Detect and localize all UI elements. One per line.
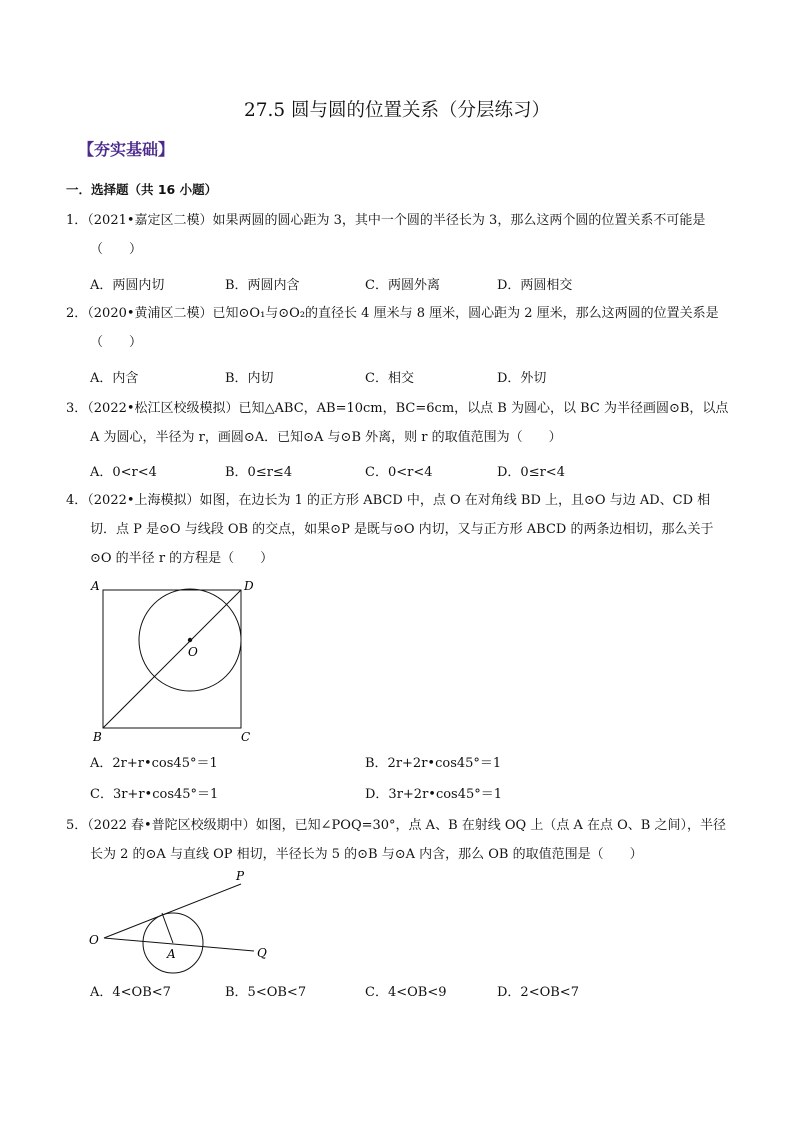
option-a[interactable]: A．2r+r•cos45°＝1 xyxy=(90,756,218,771)
question-2 xyxy=(66,299,731,357)
option-d[interactable]: D．外切 xyxy=(497,371,547,386)
option-b[interactable]: B．两圆内含 xyxy=(225,278,300,293)
angle-diagram xyxy=(86,866,276,974)
question-4-options-row-2 xyxy=(90,783,730,803)
question-5-options xyxy=(90,981,730,1001)
section-label: 【夯实基础】 xyxy=(78,140,175,159)
label-c: C xyxy=(241,730,251,744)
label-a: A xyxy=(167,947,176,961)
question-group-heading: 一．选择题（共 16 小题） xyxy=(66,182,218,197)
question-5 xyxy=(66,811,731,869)
question-4-options-row-1 xyxy=(90,752,730,772)
question-3-options xyxy=(90,461,730,481)
label-a: A xyxy=(91,579,100,593)
option-d[interactable]: D．2<OB<7 xyxy=(497,985,579,1000)
ray-op xyxy=(104,884,241,938)
center-o-dot xyxy=(188,638,192,642)
option-a[interactable]: A．0<r<4 xyxy=(90,465,157,480)
label-q: Q xyxy=(257,946,267,960)
label-d: D xyxy=(244,579,254,593)
question-2-options xyxy=(90,367,730,387)
question-4 xyxy=(66,486,731,573)
ray-oq xyxy=(104,938,254,951)
option-c[interactable]: C．4<OB<9 xyxy=(365,985,447,1000)
option-c[interactable]: C．相交 xyxy=(365,371,414,386)
label-b: B xyxy=(93,730,102,744)
option-c[interactable]: C．3r+r•cos45°＝1 xyxy=(90,787,219,802)
question-stem: 2．（2020•黄浦区二模）已知⊙O₁与⊙O₂的直径长 4 厘米与 8 厘米，圆心距为 2 厘米，那么这两圆的位置关系是（ ） xyxy=(66,306,719,350)
question-1-options xyxy=(90,274,730,294)
question-stem: 3．（2022•松江区校级模拟）已知△ABC，AB=10cm，BC=6cm，以点 B 为圆心，以 BC 为半径画圆⊙B，以点 A 为圆心，半径为 r，画圆⊙A．已知⊙A 与⊙B 外离，则 r 的取值范围为（ ） xyxy=(66,401,729,445)
option-b[interactable]: B．5<OB<7 xyxy=(225,985,307,1000)
question-1 xyxy=(66,206,731,264)
question-stem: 4．（2022•上海模拟）如图，在边长为 1 的正方形 ABCD 中，点 O 在对角线 BD 上，且⊙O 与边 AD、CD 相切．点 P 是⊙O 与线段 OB 的交点，如果⊙P 是既与⊙O 内切，又与正方形 ABCD 的两条边相切，那么关于⊙O 的半径 r 的方程是（ ） xyxy=(66,493,714,566)
option-d[interactable]: D．3r+2r•cos45°＝1 xyxy=(365,787,503,802)
question-stem: 1．（2021•嘉定区二模）如果两圆的圆心距为 3，其中一个圆的半径长为 3，那么这两个圆的位置关系不可能是（ ） xyxy=(66,213,706,257)
option-c[interactable]: C．0<r<4 xyxy=(365,465,433,480)
option-d[interactable]: D．0≤r<4 xyxy=(497,465,565,480)
option-c[interactable]: C．两圆外离 xyxy=(365,278,440,293)
question-3 xyxy=(66,394,731,452)
option-b[interactable]: B．内切 xyxy=(225,371,274,386)
option-a[interactable]: A．4<OB<7 xyxy=(90,985,171,1000)
page-title: 27.5 圆与圆的位置关系（分层练习） xyxy=(243,100,551,121)
option-d[interactable]: D．两圆相交 xyxy=(497,278,573,293)
option-b[interactable]: B．2r+2r•cos45°＝1 xyxy=(365,756,502,771)
radius-to-tangent xyxy=(162,913,173,943)
option-a[interactable]: A．内含 xyxy=(90,371,139,386)
label-o: O xyxy=(89,933,99,947)
option-b[interactable]: B．0≤r≤4 xyxy=(225,465,293,480)
square-diagram xyxy=(86,578,266,748)
label-p: P xyxy=(236,869,245,883)
diagonal-bd xyxy=(103,590,241,728)
question-stem: 5．（2022 春•普陀区校级期中）如图，已知∠POQ=30°，点 A、B 在射线 OQ 上（点 A 在点 O、B 之间），半径长为 2 的⊙A 与直线 OP 相切，半径长为 5 的⊙B 与⊙A 内含，那么 OB 的取值范围是（ ） xyxy=(66,818,726,862)
option-a[interactable]: A．两圆内切 xyxy=(90,278,165,293)
label-o: O xyxy=(188,645,198,659)
